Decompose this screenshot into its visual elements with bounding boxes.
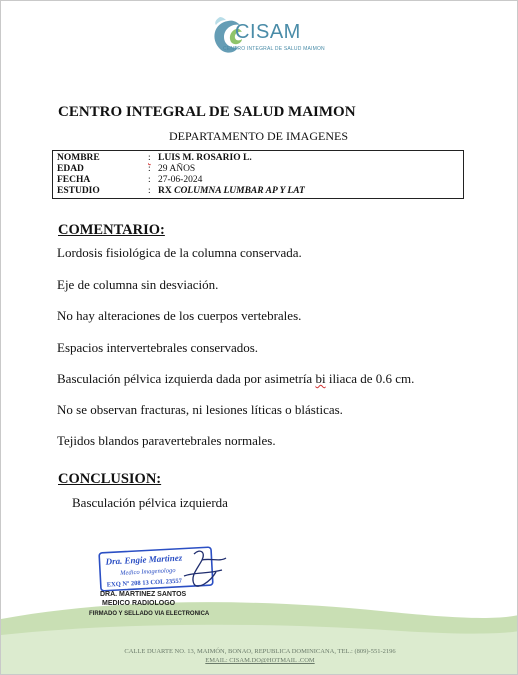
conclusion-heading: CONCLUSION: [58,471,162,487]
comment-heading: COMENTARIO: [58,222,165,238]
signer-role: MEDICO RADIOLOGO [102,600,176,607]
footer-email[interactable]: EMAIL: CISAM.DO@HOTMAIL .COM [205,657,315,664]
age-value: 29 AÑOS [158,164,196,174]
study-colon: : [148,186,151,196]
conclusion-text: Basculación pélvica izquierda [72,495,228,510]
patient-info-box [52,150,464,199]
doctor-stamp [98,546,238,594]
name-label: NOMBRE [57,153,100,163]
signature-note: FIRMADO Y SELLADO VIA ELECTRONICA [89,611,210,617]
study-value [158,186,305,197]
logo-subtitle: CENTRO INTEGRAL DE SALUD MAIMON [223,46,325,52]
finding-item: Eje de columna sin desviación. [57,277,219,292]
spellcheck-word: bi [315,371,326,386]
finding-item: Tejidos blandos paravertebrales normales. [57,433,276,448]
finding-item: Basculación pélvica izquierda dada por asimetría bi iliaca de 0.6 cm. [57,371,415,386]
age-colon: : [148,164,151,174]
finding-item: Espacios intervertebrales conservados. [57,340,259,355]
study-label: ESTUDIO [57,186,100,196]
finding-item: No hay alteraciones de los cuerpos vertebrales. [57,308,302,323]
stamp-name: Dra. Engie Martinez [105,552,183,567]
finding-item: No se observan fracturas, ni lesiones líticas o blásticas. [57,402,343,417]
date-colon: : [148,175,151,185]
date-label: FECHA [57,175,91,185]
page-title: CENTRO INTEGRAL DE SALUD MAIMON [58,104,356,120]
name-colon: : [148,153,151,163]
study-prefix: RX [158,186,172,196]
department-label: DEPARTAMENTO DE IMAGENES [169,129,348,143]
stamp-role: Medico Imagenologo [119,566,176,577]
date-value: 27-06-2024 [158,175,203,185]
stamp-exequatur: EXQ Nº 208 13 COL 23557 [106,577,183,589]
footer-address: CALLE DUARTE NO. 13, MAIMÓN, BONAO, REPUBLICA DOMINICANA, TEL.: (809)-551-2196 [124,648,396,655]
logo-text: CISAM [235,21,301,43]
name-value: LUIS M. ROSARIO L. [158,153,252,163]
age-label: EDAD [57,164,84,174]
study-name: COLUMNA LUMBAR AP Y LAT [174,186,305,196]
finding-item: Lordosis fisiológica de la columna conservada. [57,245,302,260]
signer-name: DRA. MARTINEZ SANTOS [100,591,187,598]
